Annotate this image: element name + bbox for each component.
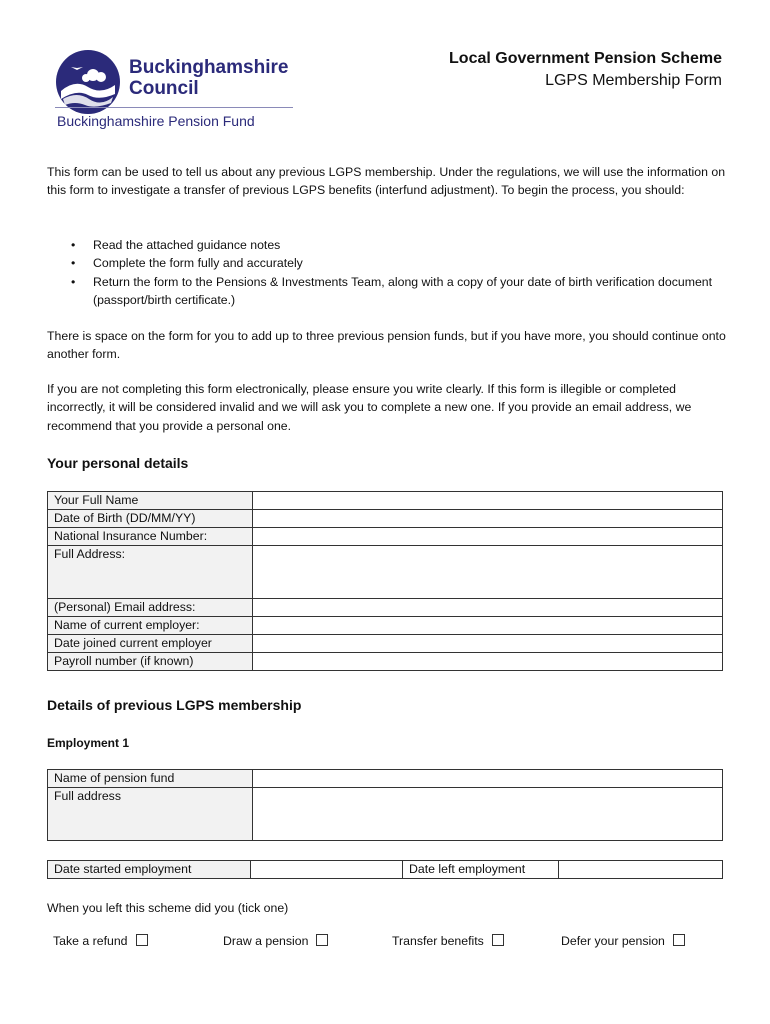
date-left-field[interactable] [559,861,723,879]
council-emblem-icon [55,49,121,115]
full-address-field[interactable] [253,546,723,599]
table-row [48,788,723,841]
logo-name-line2: Council [129,78,199,99]
personal-details-heading: Your personal details [47,455,189,471]
logo-name [129,57,288,99]
option-label: Take a refund [53,934,128,948]
council-logo [55,49,295,134]
form-title-line2: LGPS Membership Form [545,72,722,89]
space-paragraph: There is space on the form for you to add up to three previous pension funds, but if you have more, you should continue onto another form. [47,329,726,362]
date-of-birth-label: Date of Birth (DD/MM/YY) [48,510,253,528]
payroll-number-label: Payroll number (if known) [48,653,253,671]
instruction-item: • Return the form to the Pensions & Investments Team, along with a copy of your date of birth verification document (passport/birth certificate.) [47,273,727,310]
option-label: Draw a pension [223,934,309,948]
pension-fund-name-label: Name of pension fund [48,770,253,788]
table-row [48,510,723,528]
instruction-list [47,236,727,309]
table-row [48,599,723,617]
payroll-number-field[interactable] [253,653,723,671]
email-field[interactable] [253,599,723,617]
checkbox[interactable] [316,934,328,946]
date-started-label: Date started employment [48,861,251,879]
table-row [48,617,723,635]
ni-number-field[interactable] [253,528,723,546]
legibility-paragraph: If you are not completing this form electronically, please ensure you write clearly. If this form is illegible or completed incorrectly, it will be considered invalid and we will ask you to complete a new one. If you provide an email address, we recommend that you provide a personal one. [47,382,692,433]
option-transfer-benefits[interactable] [392,934,504,948]
form-title-line1: Local Government Pension Scheme [449,50,722,67]
intro-paragraph: This form can be used to tell us about any previous LGPS membership. Under the regulations, we will use the information on this form to investigate a transfer of previous LGPS benefits (interfund adjustment). To begin the process, you should: [47,165,726,198]
current-employer-label: Name of current employer: [48,617,253,635]
ni-number-label: National Insurance Number: [48,528,253,546]
logo-divider [55,107,293,108]
logo-name-line1: Buckinghamshire [129,57,289,78]
fund-address-label: Full address [48,788,253,841]
table-row [48,653,723,671]
checkbox[interactable] [492,934,504,946]
table-row [48,861,723,879]
option-draw-pension[interactable] [223,934,328,948]
table-row [48,635,723,653]
employment-dates-table [47,860,723,879]
employment-1-label: Employment 1 [47,736,130,750]
full-name-label: Your Full Name [48,492,253,510]
option-defer-pension[interactable] [561,934,685,948]
date-started-field[interactable] [251,861,403,879]
table-row [48,528,723,546]
pension-fund-name-field[interactable] [253,770,723,788]
previous-membership-heading: Details of previous LGPS membership [47,697,302,713]
option-take-refund[interactable] [53,934,148,948]
tick-question: When you left this scheme did you (tick one) [47,901,289,915]
option-label: Transfer benefits [392,934,484,948]
checkbox[interactable] [673,934,685,946]
email-label: (Personal) Email address: [48,599,253,617]
form-title [449,48,722,92]
instruction-item: • Read the attached guidance notes [47,236,727,254]
date-left-label: Date left employment [403,861,559,879]
fund-address-field[interactable] [253,788,723,841]
instruction-item: • Complete the form fully and accurately [47,254,727,272]
employment-1-table [47,769,723,841]
logo-fund-name: Buckinghamshire Pension Fund [57,113,255,129]
current-employer-field[interactable] [253,617,723,635]
option-label: Defer your pension [561,934,665,948]
checkbox[interactable] [136,934,148,946]
table-row [48,492,723,510]
date-joined-label: Date joined current employer [48,635,253,653]
table-row [48,770,723,788]
table-row [48,546,723,599]
personal-details-table [47,491,723,671]
full-address-label: Full Address: [48,546,253,599]
date-of-birth-field[interactable] [253,510,723,528]
date-joined-field[interactable] [253,635,723,653]
full-name-field[interactable] [253,492,723,510]
